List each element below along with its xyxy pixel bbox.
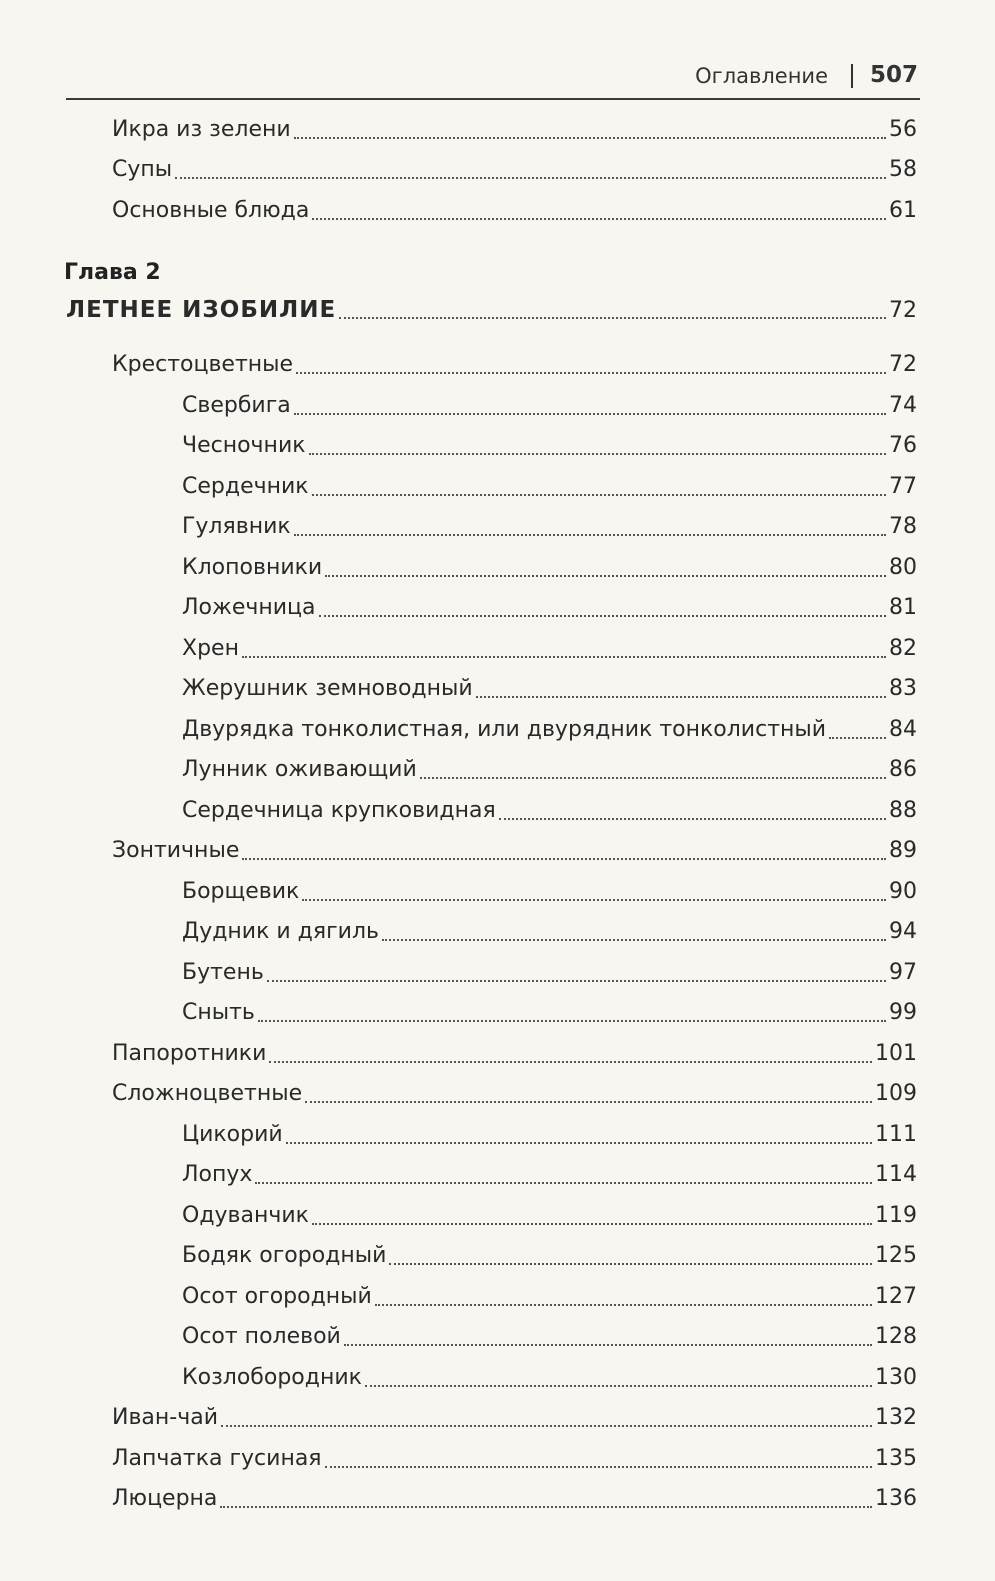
entry-page: 82 — [889, 636, 917, 661]
entry-title: Лопух — [182, 1162, 253, 1187]
toc-entry[interactable] — [182, 1239, 917, 1273]
entry-title: Крестоцветные — [112, 352, 294, 377]
entry-page: 127 — [875, 1284, 917, 1309]
entry-title: Сердечница крупковидная — [182, 798, 496, 823]
dot-leader — [286, 1142, 872, 1144]
toc-entry[interactable] — [182, 1361, 917, 1395]
entry-page: 99 — [889, 1000, 917, 1025]
entry-title: Основные блюда — [112, 198, 310, 223]
entry-page: 114 — [875, 1162, 917, 1187]
entry-title: Бутень — [182, 960, 264, 985]
toc-entry[interactable] — [182, 794, 917, 828]
dot-leader — [242, 656, 886, 658]
entry-title: Дудник и дягиль — [182, 919, 380, 944]
dot-leader — [267, 980, 886, 982]
entry-title: Папоротники — [112, 1041, 267, 1066]
dot-leader — [294, 137, 886, 139]
dot-leader — [325, 1466, 872, 1468]
toc-entry[interactable] — [182, 956, 917, 990]
entry-title: Супы — [112, 157, 173, 182]
toc-entry[interactable] — [182, 429, 917, 463]
entry-title: Осот огородный — [182, 1284, 372, 1309]
toc-entry[interactable] — [182, 875, 917, 909]
entry-page: 77 — [889, 474, 917, 499]
entry-page: 97 — [889, 960, 917, 985]
dot-leader — [312, 218, 886, 220]
entry-title: Жерушник земноводный — [182, 676, 473, 701]
entry-title: Бодяк огородный — [182, 1243, 387, 1268]
dot-leader — [175, 177, 886, 179]
dot-leader — [255, 1182, 872, 1184]
toc-entry[interactable] — [182, 915, 917, 949]
toc-entry[interactable] — [182, 632, 917, 666]
chapter-label: Глава 2 — [64, 260, 161, 285]
entry-title: Зонтичные — [112, 838, 240, 863]
dot-leader — [325, 575, 886, 577]
entry-page: 119 — [875, 1203, 917, 1228]
entry-title: Чесночник — [182, 433, 306, 458]
dot-leader — [302, 899, 886, 901]
entry-page: 88 — [889, 798, 917, 823]
entry-title: Козлобородник — [182, 1365, 362, 1390]
toc-entry[interactable] — [112, 113, 917, 147]
entry-title: Лапчатка гусиная — [112, 1446, 322, 1471]
entry-title: Осот полевой — [182, 1324, 341, 1349]
dot-leader — [294, 534, 886, 536]
toc-entry[interactable] — [182, 470, 917, 504]
chapter-title: ЛЕТНЕЕ ИЗОБИЛИЕ — [66, 297, 337, 323]
entry-page: 80 — [889, 555, 917, 580]
entry-page: 89 — [889, 838, 917, 863]
toc-entry[interactable] — [112, 834, 917, 868]
entry-page: 111 — [875, 1122, 917, 1147]
entry-page: 56 — [889, 117, 917, 142]
toc-entry[interactable] — [112, 1077, 917, 1111]
entry-page: 78 — [889, 514, 917, 539]
entry-title: Цикорий — [182, 1122, 283, 1147]
dot-leader — [344, 1344, 872, 1346]
toc-entry[interactable] — [182, 551, 917, 585]
toc-entry[interactable] — [112, 1442, 917, 1476]
entry-page: 83 — [889, 676, 917, 701]
entry-page: 81 — [889, 595, 917, 620]
dot-leader — [382, 939, 886, 941]
entry-page: 125 — [875, 1243, 917, 1268]
toc-entry[interactable] — [182, 672, 917, 706]
dot-leader — [375, 1304, 872, 1306]
entry-page: 58 — [889, 157, 917, 182]
toc-entry[interactable] — [182, 1158, 917, 1192]
dot-leader — [829, 737, 886, 739]
entry-title: Клоповники — [182, 555, 323, 580]
entry-title: Икра из зелени — [112, 117, 291, 142]
dot-leader — [499, 818, 886, 820]
entry-page: 128 — [875, 1324, 917, 1349]
toc-entry[interactable] — [182, 713, 917, 747]
toc-entry[interactable] — [182, 1199, 917, 1233]
dot-leader — [220, 1506, 872, 1508]
toc-entry[interactable] — [112, 1401, 917, 1435]
dot-leader — [294, 413, 886, 415]
chapter-page: 72 — [889, 298, 917, 323]
entry-page: 74 — [889, 393, 917, 418]
entry-page: 90 — [889, 879, 917, 904]
toc-entry[interactable] — [182, 510, 917, 544]
entry-page: 61 — [889, 198, 917, 223]
dot-leader — [312, 494, 886, 496]
dot-leader — [312, 1223, 872, 1225]
dot-leader — [242, 858, 886, 860]
entry-title: Хрен — [182, 636, 239, 661]
toc-entry[interactable] — [182, 1320, 917, 1354]
toc-entry[interactable] — [182, 1118, 917, 1152]
entry-title: Иван-чай — [112, 1405, 219, 1430]
toc-entry[interactable] — [182, 591, 917, 625]
entry-title: Сныть — [182, 1000, 255, 1025]
entry-page: 101 — [875, 1041, 917, 1066]
dot-leader — [339, 317, 886, 319]
toc-entry[interactable] — [112, 194, 917, 228]
entry-page: 72 — [889, 352, 917, 377]
entry-page: 109 — [875, 1081, 917, 1106]
entry-title: Одуванчик — [182, 1203, 309, 1228]
entry-title: Сложноцветные — [112, 1081, 303, 1106]
dot-leader — [476, 696, 886, 698]
entry-title: Люцерна — [112, 1486, 218, 1511]
toc-entry[interactable] — [112, 1037, 917, 1071]
dot-leader — [269, 1061, 872, 1063]
entry-page: 136 — [875, 1486, 917, 1511]
entry-page: 86 — [889, 757, 917, 782]
toc-entry[interactable] — [182, 389, 917, 423]
toc-entry[interactable] — [112, 153, 917, 187]
toc-entry[interactable] — [182, 753, 917, 787]
entry-page: 132 — [875, 1405, 917, 1430]
entry-title: Сердечник — [182, 474, 309, 499]
dot-leader — [309, 453, 886, 455]
entry-page: 135 — [875, 1446, 917, 1471]
entry-page: 84 — [889, 717, 917, 742]
entry-page: 76 — [889, 433, 917, 458]
dot-leader — [420, 777, 886, 779]
toc-entry[interactable] — [182, 996, 917, 1030]
entry-title: Ложечница — [182, 595, 316, 620]
dot-leader — [258, 1020, 886, 1022]
dot-leader — [365, 1385, 872, 1387]
entry-title: Борщевик — [182, 879, 300, 904]
toc-entry[interactable] — [112, 1482, 917, 1516]
dot-leader — [305, 1101, 872, 1103]
entry-title: Двурядка тонколистная, или двурядник тонколистный — [182, 717, 827, 742]
header-separator — [851, 64, 853, 88]
dot-leader — [389, 1263, 872, 1265]
page-number: 507 — [869, 62, 918, 88]
entry-page: 130 — [875, 1365, 917, 1390]
dot-leader — [319, 615, 887, 617]
dot-leader — [296, 372, 886, 374]
dot-leader — [221, 1425, 872, 1427]
toc-entry[interactable] — [182, 1280, 917, 1314]
chapter-title-entry[interactable] — [66, 293, 917, 327]
toc-entry[interactable] — [112, 348, 917, 382]
entry-page: 94 — [889, 919, 917, 944]
section-title: Оглавление — [695, 64, 828, 88]
entry-title: Свербига — [182, 393, 291, 418]
entry-title: Лунник оживающий — [182, 757, 417, 782]
running-header — [66, 60, 920, 100]
entry-title: Гулявник — [182, 514, 291, 539]
